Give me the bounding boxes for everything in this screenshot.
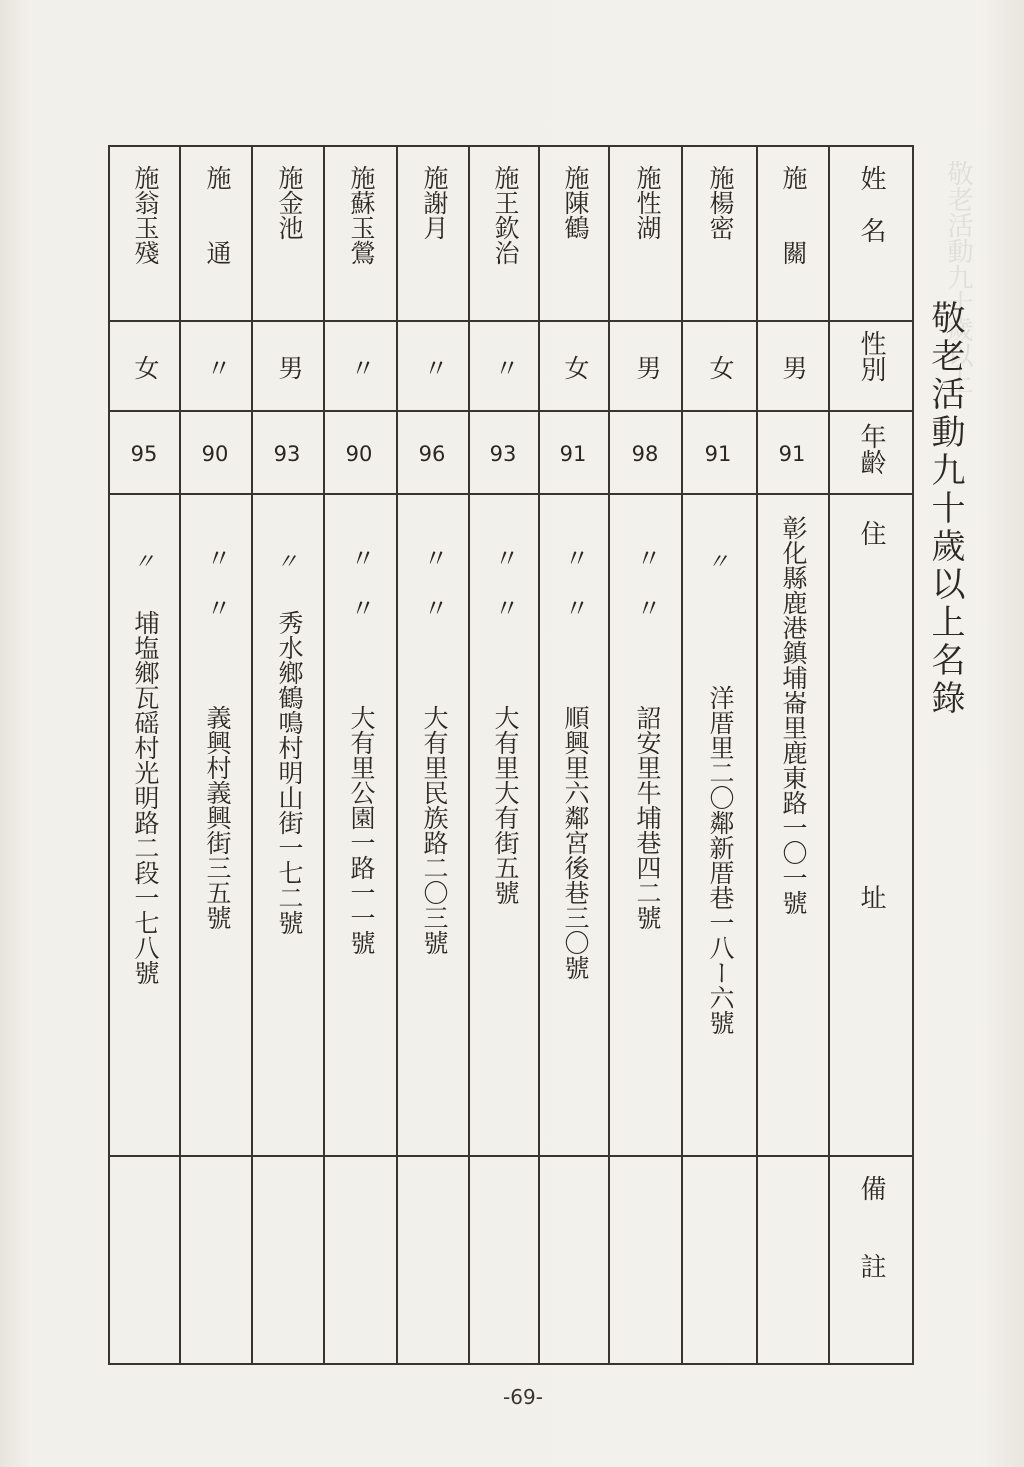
- row-7-age: 90: [345, 442, 373, 466]
- row-7-sex: 〃: [347, 355, 376, 380]
- row-10-name: 施翁玉殘: [131, 165, 160, 265]
- header-name: 姓 名: [856, 165, 886, 243]
- row-3-address: 詔安里牛埔巷四二號: [633, 705, 662, 930]
- row-6-address-ditto: 〃 〃: [420, 545, 449, 620]
- header-address: 住 址: [856, 520, 886, 910]
- row-3-sex: 男: [633, 355, 662, 380]
- roster-table: [108, 145, 914, 1365]
- row-4-name: 施陳鶴: [561, 165, 590, 240]
- row-10-address: 埔塩鄉瓦磘村光明路二段一七八號: [131, 610, 160, 985]
- row-4-sex: 女: [561, 355, 590, 380]
- header-sex: 性別: [856, 330, 886, 382]
- row-2-age: 91: [704, 442, 732, 466]
- row-4-address: 順興里六鄰宮後巷三〇號: [561, 705, 590, 980]
- row-8-address-ditto: 〃: [275, 550, 298, 575]
- header-age: 年齡: [856, 423, 886, 475]
- row-6-sex: 〃: [420, 355, 449, 380]
- row-5-address: 大有里大有街五號: [491, 705, 520, 905]
- row-4-age: 91: [559, 442, 587, 466]
- row-6-address: 大有里民族路二〇三號: [420, 705, 449, 955]
- row-3-name: 施性湖: [633, 165, 662, 240]
- row-6-name: 施謝月: [420, 165, 449, 240]
- row-2-name: 施楊密: [706, 165, 735, 240]
- row-7-name: 施蘇玉鶯: [347, 165, 376, 265]
- row-9-address: 義興村義興街三五號: [203, 705, 232, 930]
- row-4-address-ditto: 〃 〃: [561, 545, 590, 620]
- page-number: -69-: [503, 1385, 543, 1409]
- row-9-sex: 〃: [203, 355, 232, 380]
- row-9-name: 施 通: [203, 165, 232, 265]
- page-title: 敬老活動九十歲以上名錄: [925, 300, 965, 718]
- row-7-address: 大有里公園一路一一號: [347, 705, 376, 955]
- row-2-sex: 女: [706, 355, 735, 380]
- row-1-age: 91: [778, 442, 806, 466]
- row-9-address-ditto: 〃 〃: [203, 545, 232, 620]
- row-6-age: 96: [418, 442, 446, 466]
- row-5-age: 93: [489, 442, 517, 466]
- row-3-age: 98: [631, 442, 659, 466]
- row-8-age: 93: [273, 442, 301, 466]
- row-5-address-ditto: 〃 〃: [491, 545, 520, 620]
- row-1-name: 施 關: [779, 165, 808, 265]
- row-2-address: 洋厝里二〇鄰新厝巷一八ー六號: [706, 685, 735, 1035]
- row-1-address: 彰化縣鹿港鎮埔崙里鹿東路一〇一號: [779, 515, 808, 915]
- row-9-age: 90: [201, 442, 229, 466]
- row-5-sex: 〃: [491, 355, 520, 380]
- row-8-address: 秀水鄉鶴鳴村明山街一七二號: [275, 610, 304, 935]
- row-10-address-ditto: 〃: [132, 550, 155, 575]
- row-5-name: 施王欽治: [491, 165, 520, 265]
- header-remarks: 備 註: [856, 1175, 886, 1279]
- bleed-through-text: 敬老活動九十歲以上: [943, 160, 973, 394]
- row-8-name: 施金池: [275, 165, 304, 240]
- row-7-address-ditto: 〃 〃: [347, 545, 376, 620]
- row-10-sex: 女: [131, 355, 160, 380]
- row-3-address-ditto: 〃 〃: [633, 545, 662, 620]
- row-1-sex: 男: [779, 355, 808, 380]
- row-2-address-ditto: 〃: [706, 550, 729, 575]
- row-10-age: 95: [130, 442, 158, 466]
- row-8-sex: 男: [275, 355, 304, 380]
